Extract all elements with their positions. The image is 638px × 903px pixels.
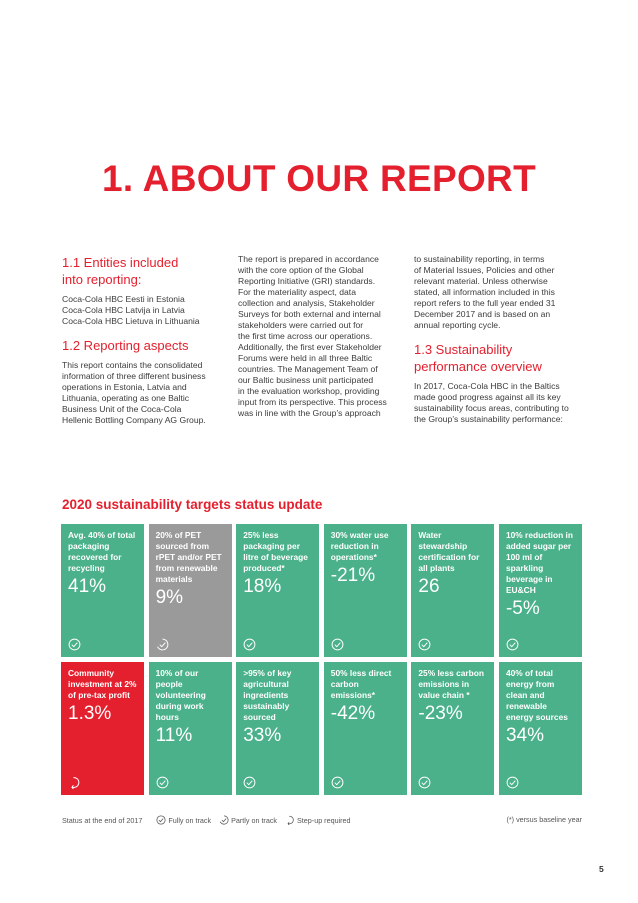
text-line: stakeholders were carried out for [238,320,364,330]
target-label: Community investment at 2% of pre-tax profit [68,668,137,700]
text-line: stated, all information included in this [414,287,555,297]
target-tile [149,662,232,795]
text-line: Business Unit of the Coca-Cola [62,404,182,414]
text-line: In 2017, Coca-Cola HBC in the Baltics [414,381,560,391]
heading-overview-line: 1.3 Sustainability [414,342,513,357]
target-value: 26 [418,576,440,597]
target-tile [411,524,494,657]
heading-reporting-aspects: 1.2 Reporting aspects [62,338,189,353]
fully-on-track-icon [156,776,169,789]
text-line: This report contains the consolidated [62,360,203,370]
target-value: -23% [418,703,463,724]
column-entities-and-aspects [62,254,222,426]
text-line: the Group’s sustainability performance: [414,414,563,424]
target-tile [324,662,407,795]
fully-on-track-icon [418,776,431,789]
text-line: report refers to the full year ended 31 [414,298,556,308]
heading-entities [62,254,222,288]
target-tile [61,662,144,795]
text-line: annual reporting cycle. [414,320,501,330]
text-line: with the core option of the Global [238,265,364,275]
text-line: sustainability focus areas, contributing to [414,403,569,413]
target-tile [236,662,319,795]
status-legend [62,815,351,825]
legend-step-up-required [285,815,351,825]
partly-on-track-icon [156,638,169,651]
target-label: 10% of our people volunteering during work hours [155,668,206,722]
target-value: -5% [505,598,540,619]
target-value: 41% [68,576,107,597]
target-value: 34% [505,725,544,746]
legend-stepup-label: Step-up required [297,815,351,825]
target-value: -21% [330,565,376,586]
fully-on-track-icon [68,638,81,651]
text-line: Lithuania, operating as one Baltic [62,393,190,403]
target-label: 10% reduction in added sugar per 100 ml of sparkling beverage in EU&CH [505,530,573,595]
legend-partly-on-track [219,815,277,825]
partly-on-track-icon [219,815,229,825]
text-line: For the materiality aspect, data [238,287,356,297]
text-line: the first time across our operations. [238,331,373,341]
fully-on-track-icon [418,638,431,651]
entity-item: Coca-Cola HBC Lietuva in Lithuania [62,316,200,326]
legend-fully-on-track [156,815,211,825]
text-line: The report is prepared in accordance [238,254,379,264]
baseline-note: (*) versus baseline year [506,815,582,824]
target-tile [499,524,582,657]
page-number: 5 [599,864,604,874]
target-value: 11% [155,725,193,746]
text-line: information of three different business [62,371,206,381]
aspects-paragraph [62,360,222,426]
continuation-paragraph [414,254,576,331]
target-value: 1.3% [68,703,112,724]
target-label: 20% of PET sourced from rPET and/or PET from renewable materials [155,530,222,584]
target-label: 25% less carbon emissions in value chain * [418,668,485,700]
column-continuation-and-overview [414,254,576,425]
target-tile [149,524,232,657]
text-line: Additionally, the first ever Stakeholder [238,342,382,352]
targets-section-title: 2020 sustainability targets status update [62,497,323,512]
overview-paragraph [414,381,576,425]
target-value: 9% [155,587,184,608]
legend-fully-label: Fully on track [168,815,212,825]
heading-entities-line: 1.1 Entities included [62,255,179,270]
heading-performance-overview [414,341,576,375]
text-line: Surveys for both external and internal [238,309,381,319]
step-up-required-icon [285,815,295,825]
target-tile [499,662,582,795]
text-line: Hellenic Bottling Company AG Group. [62,415,206,425]
text-line: to sustainability reporting, in terms [414,254,545,264]
fully-on-track-icon [506,776,519,789]
targets-grid [61,524,582,795]
target-label: 40% of total energy from clean and renewable energy sources [505,668,568,722]
text-line: input from its perspective. This process [238,397,387,407]
fully-on-track-icon [506,638,519,651]
heading-overview-line: performance overview [414,359,542,374]
column-report-basis [238,254,400,419]
text-line: relevant material. Unless otherwise [414,276,548,286]
legend-status-label: Status at the end of 2017 [62,815,143,825]
text-line: of Material Issues, Policies and other [414,265,555,275]
report-basis-paragraph [238,254,400,419]
target-label: >95% of key agricultural ingredients sustainably sourced [243,668,292,722]
legend-partly-label: Partly on track [231,815,278,825]
target-tile [324,524,407,657]
step-up-required-icon [68,776,81,789]
target-tile [61,524,144,657]
fully-on-track-icon [243,638,256,651]
target-value: 18% [243,576,282,597]
target-label: 25% less packaging per litre of beverage produced* [243,530,308,573]
target-value: -42% [330,703,376,724]
fully-on-track-icon [331,638,344,651]
heading-entities-line: into reporting: [62,272,142,287]
text-line: operations in Estonia, Latvia and [62,382,187,392]
text-line: Reporting Initiative (GRI) standards. [238,276,376,286]
target-tile [236,524,319,657]
target-label: Avg. 40% of total packaging recovered for recycling [68,530,136,573]
text-line: December 2017 and is based on an [414,309,551,319]
fully-on-track-icon [243,776,256,789]
fully-on-track-icon [156,815,166,825]
target-tile [411,662,494,795]
target-label: 30% water use reduction in operations* [330,530,389,562]
text-line: was in line with the Group’s approach [238,408,381,418]
text-line: collection and analysis, Stakeholder [238,298,375,308]
fully-on-track-icon [331,776,344,789]
entity-item: Coca-Cola HBC Latvija in Latvia [62,305,185,315]
text-line: made good progress against all its key [414,392,561,402]
target-label: 50% less direct carbon emissions* [330,668,392,700]
text-line: countries. The Management Team of [238,364,378,374]
target-value: 33% [243,725,282,746]
text-line: in the evaluation workshop, providing [238,386,380,396]
entities-list [62,294,222,327]
entity-item: Coca-Cola HBC Eesti in Estonia [62,294,185,304]
text-line: Forums were held in all three Baltic [238,353,373,363]
target-label: Water stewardship certification for all plants [418,530,480,573]
page-title: 1. ABOUT OUR REPORT [102,158,536,199]
text-line: our Baltic business unit participated [238,375,374,385]
